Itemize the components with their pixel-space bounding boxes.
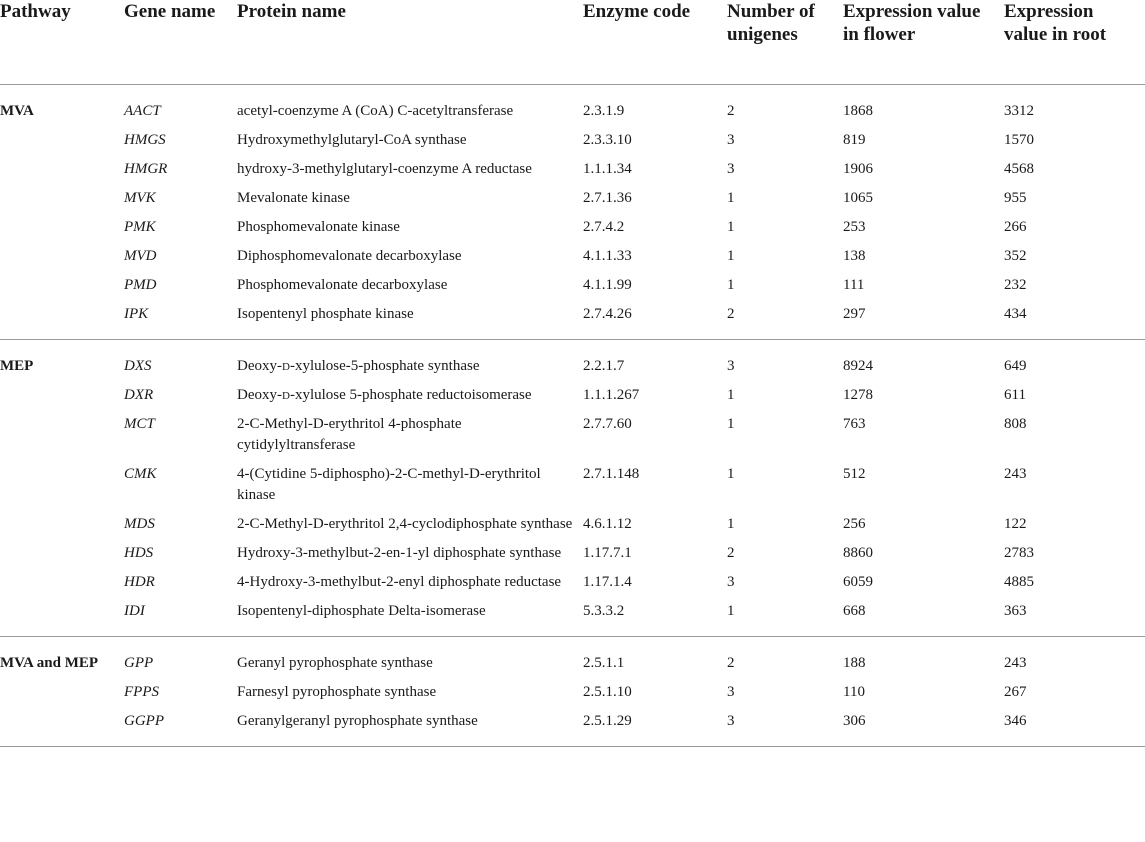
protein-name-cell: Farnesyl pyrophosphate synthase [237, 684, 437, 700]
table-row [0, 637, 1145, 679]
enzyme-code-cell: 2.3.3.10 [583, 132, 632, 148]
gene-name-cell: HDR [124, 574, 155, 590]
pathway-cell [0, 155, 124, 184]
unigenes-cell: 1 [727, 190, 735, 206]
root-expression-cell: 232 [1004, 277, 1027, 293]
protein-name-cell: hydroxy-3-methylglutaryl-coenzyme A reductase [237, 161, 532, 177]
table-row [0, 213, 1145, 242]
pathway-cell [0, 300, 124, 340]
gene-name-cell: MVK [124, 190, 156, 206]
root-expression-cell: 955 [1004, 190, 1027, 206]
gene-name-cell: HMGR [124, 161, 168, 177]
flower-expression-cell: 188 [843, 655, 866, 671]
root-expression-cell: 3312 [1004, 103, 1034, 119]
root-expression-cell: 2783 [1004, 545, 1034, 561]
table-row [0, 85, 1145, 127]
root-expression-cell: 266 [1004, 219, 1027, 235]
protein-name-cell: Hydroxy-3-methylbut-2-en-1-yl diphosphate synthase [237, 545, 562, 561]
header-enzyme-code: Enzyme code [583, 0, 727, 85]
enzyme-code-cell: 1.17.7.1 [583, 545, 632, 561]
protein-name-cell: Hydroxymethylglutaryl-CoA synthase [237, 132, 467, 148]
protein-name-cell: Geranyl pyrophosphate synthase [237, 655, 433, 671]
table-row [0, 539, 1145, 568]
root-expression-cell: 808 [1004, 416, 1027, 432]
table-row [0, 510, 1145, 539]
protein-name-cell: Isopentenyl-diphosphate Delta-isomerase [237, 597, 583, 637]
protein-name-cell: Geranylgeranyl pyrophosphate synthase [237, 707, 583, 747]
gene-name-cell: DXS [124, 358, 152, 374]
unigenes-cell: 1 [727, 516, 735, 532]
flower-expression-cell: 763 [843, 416, 866, 432]
table-row [0, 568, 1145, 597]
unigenes-cell: 2 [727, 545, 735, 561]
protein-name-cell: 2-C-Methyl-D-erythritol 2,4-cyclodiphosphate synthase [237, 516, 573, 532]
pathway-cell: MEP [0, 358, 34, 374]
enzyme-code-cell: 4.6.1.12 [583, 516, 632, 532]
pathway-cell: MVA and MEP [0, 655, 99, 671]
enzyme-code-cell: 2.7.1.148 [583, 466, 640, 482]
gene-name-cell: MVD [124, 248, 157, 264]
gene-name-cell: PMD [124, 277, 157, 293]
pathway-cell [0, 539, 124, 568]
pathway-cell [0, 184, 124, 213]
table-row [0, 678, 1145, 707]
unigenes-cell: 3 [727, 684, 735, 700]
protein-name-cell: Phosphomevalonate kinase [237, 219, 400, 235]
unigenes-cell: 2 [727, 655, 735, 671]
enzyme-code-cell: 2.2.1.7 [583, 358, 625, 374]
unigenes-cell: 1 [727, 466, 735, 482]
table-row [0, 340, 1145, 382]
flower-expression-cell: 1065 [843, 190, 873, 206]
header-expression-flower: Expression value in flower [843, 0, 1004, 85]
gene-name-cell: IPK [124, 300, 237, 340]
flower-expression-cell: 1278 [843, 387, 873, 403]
root-expression-cell: 352 [1004, 248, 1027, 264]
pathway-cell [0, 381, 124, 410]
enzyme-code-cell: 2.7.4.26 [583, 300, 727, 340]
enzyme-code-cell: 2.7.1.36 [583, 190, 632, 206]
pathway-cell [0, 242, 124, 271]
table-row [0, 155, 1145, 184]
unigenes-cell: 1 [727, 597, 843, 637]
header-expression-root: Expression value in root [1004, 0, 1145, 85]
gene-name-cell: FPPS [124, 684, 159, 700]
flower-expression-cell: 8924 [843, 358, 873, 374]
enzyme-code-cell: 2.5.1.1 [583, 655, 625, 671]
flower-expression-cell: 306 [843, 707, 1004, 747]
enzyme-code-cell: 1.1.1.34 [583, 161, 632, 177]
unigenes-cell: 3 [727, 707, 843, 747]
protein-name-cell: 4-(Cytidine 5-diphospho)-2-C-methyl-D-erythritol kinase [237, 466, 541, 503]
root-expression-cell: 267 [1004, 684, 1027, 700]
pathway-cell [0, 678, 124, 707]
table-row [0, 460, 1145, 510]
root-expression-cell: 4885 [1004, 574, 1034, 590]
protein-name-cell: Phosphomevalonate decarboxylase [237, 277, 448, 293]
header-pathway: Pathway [0, 0, 124, 85]
enzyme-code-cell: 4.1.1.33 [583, 248, 632, 264]
flower-expression-cell: 512 [843, 466, 866, 482]
flower-expression-cell: 297 [843, 300, 1004, 340]
protein-name-cell: Mevalonate kinase [237, 190, 350, 206]
gene-name-cell: HMGS [124, 132, 166, 148]
flower-expression-cell: 819 [843, 132, 866, 148]
flower-expression-cell: 1906 [843, 161, 873, 177]
flower-expression-cell: 8860 [843, 545, 873, 561]
pathway-cell [0, 707, 124, 747]
protein-name-cell: 4-Hydroxy-3-methylbut-2-enyl diphosphate reductase [237, 574, 562, 590]
flower-expression-cell: 6059 [843, 574, 873, 590]
protein-name-cell: Isopentenyl phosphate kinase [237, 300, 583, 340]
gene-name-cell: IDI [124, 597, 237, 637]
protein-name-cell: Diphosphomevalonate decarboxylase [237, 248, 462, 264]
enzyme-code-cell: 5.3.3.2 [583, 597, 727, 637]
protein-name-cell: acetyl-coenzyme A (CoA) C-acetyltransferase [237, 103, 514, 119]
flower-expression-cell: 253 [843, 219, 866, 235]
table-row [0, 242, 1145, 271]
unigenes-cell: 1 [727, 248, 735, 264]
pathway-cell [0, 126, 124, 155]
enzyme-code-cell: 4.1.1.99 [583, 277, 632, 293]
enzyme-code-cell: 2.5.1.29 [583, 707, 727, 747]
root-expression-cell: 4568 [1004, 161, 1034, 177]
table-row [0, 126, 1145, 155]
table-row [0, 707, 1145, 747]
gene-name-cell: CMK [124, 466, 157, 482]
pathway-cell [0, 460, 124, 510]
table-row [0, 300, 1145, 340]
table-row [0, 597, 1145, 637]
root-expression-cell: 122 [1004, 516, 1027, 532]
unigenes-cell: 3 [727, 161, 735, 177]
enzyme-code-cell: 2.3.1.9 [583, 103, 625, 119]
flower-expression-cell: 111 [843, 277, 865, 293]
root-expression-cell: 363 [1004, 597, 1145, 637]
enzyme-code-cell: 1.17.1.4 [583, 574, 632, 590]
gene-name-cell: HDS [124, 545, 154, 561]
flower-expression-cell: 256 [843, 516, 866, 532]
flower-expression-cell: 110 [843, 684, 865, 700]
unigenes-cell: 1 [727, 219, 735, 235]
flower-expression-cell: 1868 [843, 103, 873, 119]
pathway-cell [0, 568, 124, 597]
protein-name-cell: 2-C-Methyl-D-erythritol 4-phosphate cytidylyltransferase [237, 416, 462, 453]
root-expression-cell: 434 [1004, 300, 1145, 340]
root-expression-cell: 649 [1004, 358, 1027, 374]
header-row [0, 0, 1145, 85]
protein-name-cell: Deoxy-d-xylulose 5-phosphate reductoisomerase [237, 387, 532, 403]
gene-name-cell: MCT [124, 416, 155, 432]
gene-name-cell: DXR [124, 387, 154, 403]
root-expression-cell: 243 [1004, 466, 1027, 482]
gene-name-cell: GGPP [124, 707, 237, 747]
header-protein-name: Protein name [237, 0, 583, 85]
unigenes-cell: 3 [727, 574, 735, 590]
protein-name-cell: Deoxy-d-xylulose-5-phosphate synthase [237, 358, 480, 374]
unigenes-cell: 1 [727, 416, 735, 432]
pathway-cell [0, 271, 124, 300]
pathway-cell [0, 597, 124, 637]
enzyme-code-cell: 1.1.1.267 [583, 387, 640, 403]
unigenes-cell: 2 [727, 300, 843, 340]
root-expression-cell: 346 [1004, 707, 1145, 747]
unigenes-cell: 1 [727, 277, 735, 293]
header-number-of-unigenes: Number of unigenes [727, 0, 843, 85]
unigenes-cell: 1 [727, 387, 735, 403]
enzyme-code-cell: 2.7.7.60 [583, 416, 632, 432]
gene-name-cell: PMK [124, 219, 156, 235]
root-expression-cell: 1570 [1004, 132, 1034, 148]
gene-name-cell: AACT [124, 103, 161, 119]
pathway-cell [0, 410, 124, 460]
pathway-cell: MVA [0, 103, 34, 119]
gene-name-cell: MDS [124, 516, 155, 532]
pathway-cell [0, 510, 124, 539]
table-row [0, 184, 1145, 213]
unigenes-cell: 2 [727, 103, 735, 119]
flower-expression-cell: 138 [843, 248, 866, 264]
enzyme-code-cell: 2.5.1.10 [583, 684, 632, 700]
pathway-cell [0, 213, 124, 242]
enzyme-code-cell: 2.7.4.2 [583, 219, 625, 235]
unigenes-cell: 3 [727, 132, 735, 148]
unigenes-cell: 3 [727, 358, 735, 374]
table-row [0, 410, 1145, 460]
flower-expression-cell: 668 [843, 597, 1004, 637]
table-row [0, 271, 1145, 300]
header-gene-name: Gene name [124, 0, 237, 85]
gene-name-cell: GPP [124, 655, 154, 671]
root-expression-cell: 611 [1004, 387, 1026, 403]
root-expression-cell: 243 [1004, 655, 1027, 671]
table-row [0, 381, 1145, 410]
